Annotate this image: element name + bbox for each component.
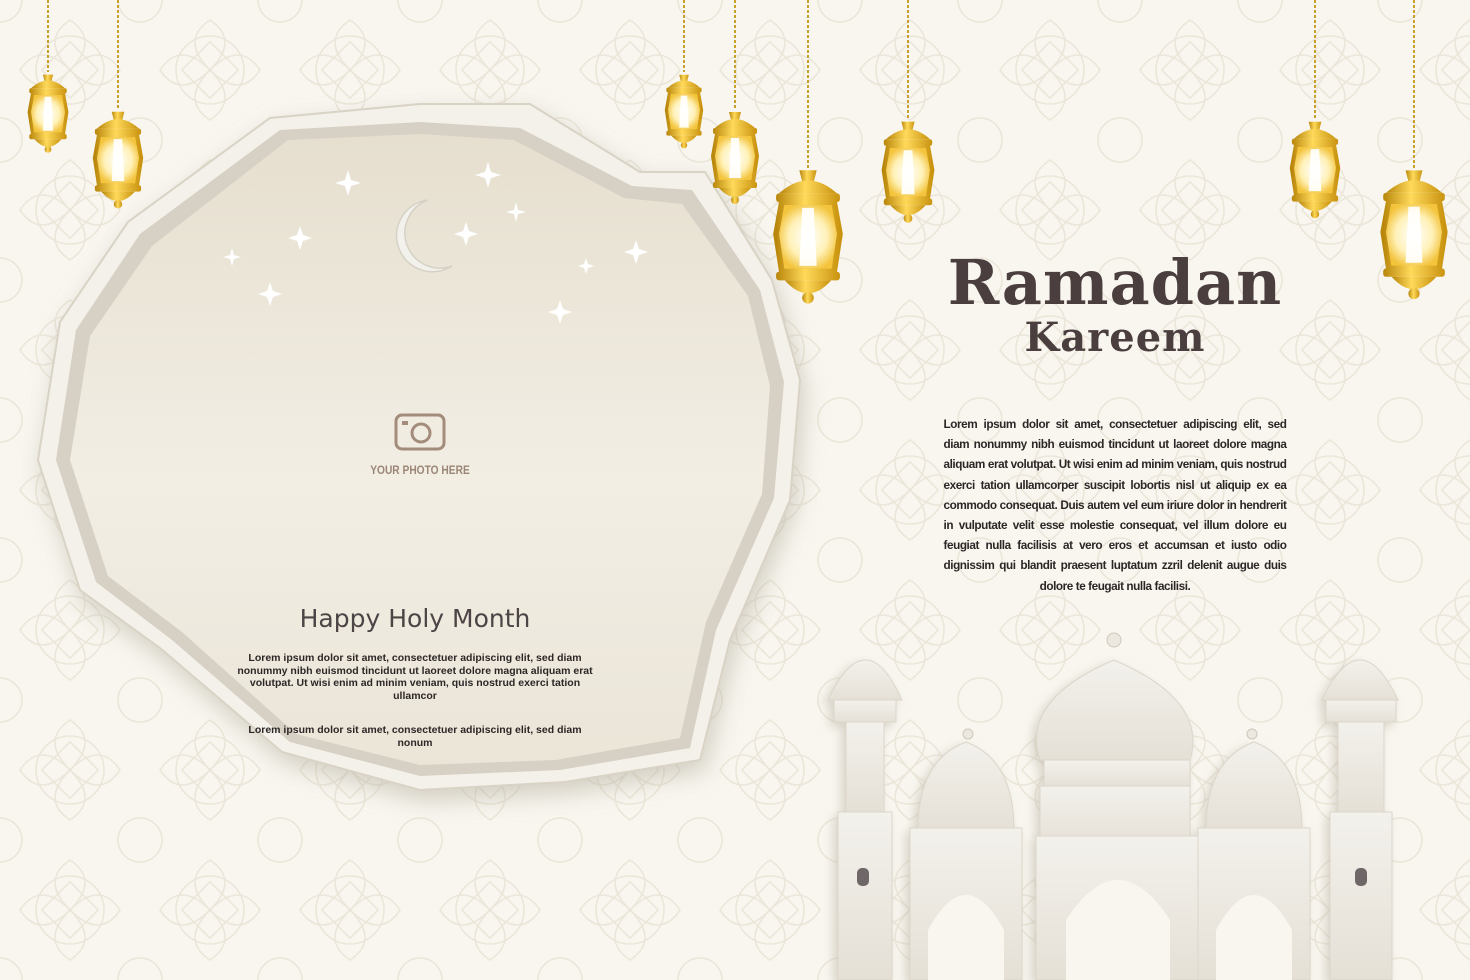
card-title: Happy Holy Month (299, 604, 531, 633)
photo-placeholder-label: YOUR PHOTO HERE (370, 463, 470, 477)
body-paragraph: Lorem ipsum dolor sit amet, consectetuer adipiscing elit, sed diam nonummy nibh euismod tincidunt ut laoreet dolore magna aliquam erat volutpat. Ut wisi enim ad minim veniam, quis nostrud exerci tation ullamcorper suscipit lobortis nisl ut aliquip ex ea commodo consequat. Duis autem vel eum iriure dolor in hendrerit in vulputate velit esse molestie consequat, vel illum dolore eu feugiat nulla facilisis at vero eros et accumsan et iusto odio dignissim qui blandit praesent luptatum zzril delenit augue duis dolore te feugait nulla facilisi. (943, 417, 1287, 593)
card-paragraph-1: Lorem ipsum dolor sit amet, consectetuer adipiscing elit, sed diam nonummy nibh euismod tincidunt ut laoreet dolore magna aliquam erat volutpat. Ut wisi enim ad minim veniam, quis nostrud exerci tation ullamcor (237, 652, 593, 702)
card-paragraph-2: Lorem ipsum dolor sit amet, consectetuer adipiscing elit, sed diam nonum (248, 724, 582, 749)
headline-line-1: Ramadan (947, 246, 1283, 319)
headline-line-2: Kareem (1024, 314, 1206, 361)
